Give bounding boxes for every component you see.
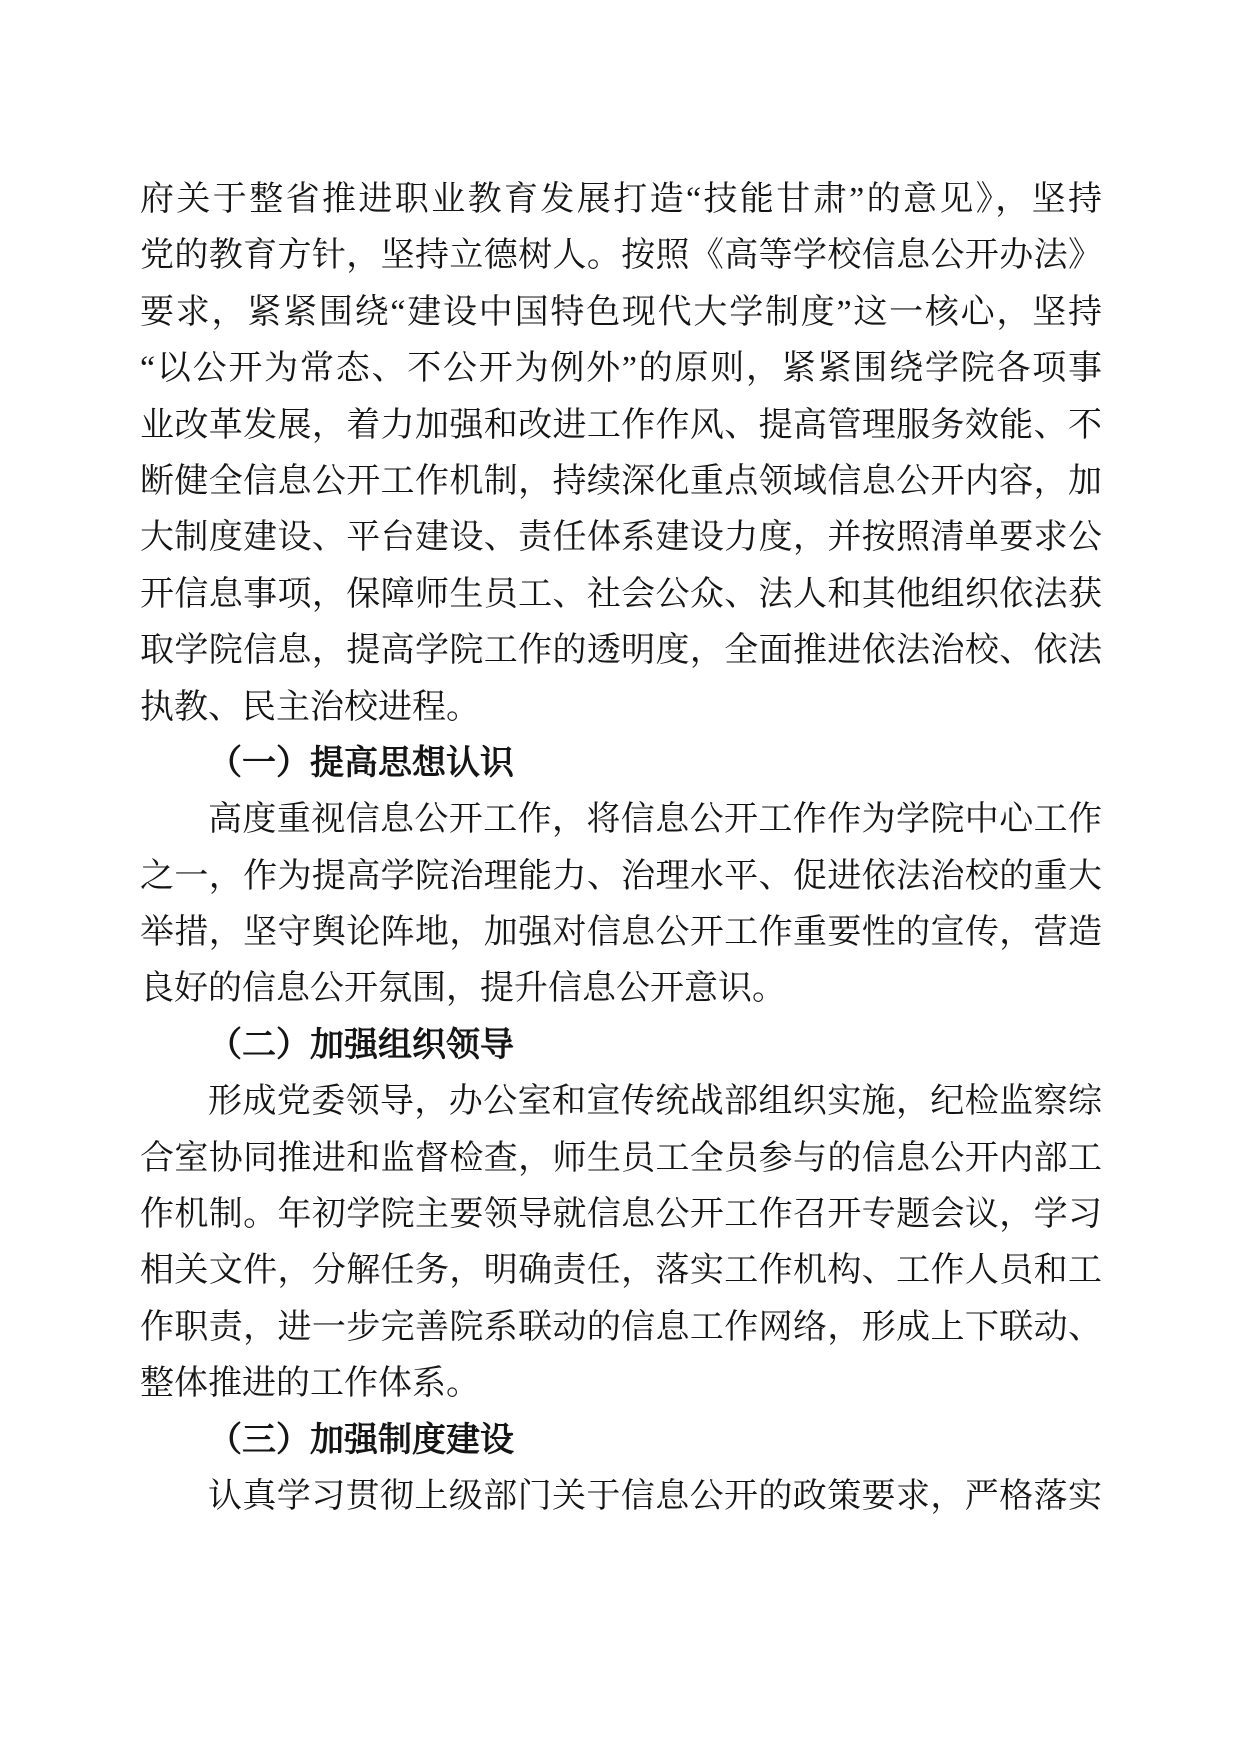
paragraph-line: 党的教育方针，坚持立德树人。按照《高等学校信息公开办法》 bbox=[140, 237, 1102, 275]
paragraph-line: 要求，紧紧围绕“建设中国特色现代大学制度”这一核心，坚持 bbox=[140, 293, 1102, 331]
paragraph-line: 高度重视信息公开工作，将信息公开工作作为学院中心工作 bbox=[208, 801, 1102, 839]
paragraph-line: 作职责，进一步完善院系联动的信息工作网络，形成上下联动、 bbox=[140, 1308, 1102, 1346]
section-heading-2: （二）加强组织领导 bbox=[208, 1026, 514, 1064]
paragraph-line: 取学院信息，提高学院工作的透明度，全面推进依法治校、依法 bbox=[140, 632, 1102, 670]
paragraph-line: 之一，作为提高学院治理能力、治理水平、促进依法治校的重大 bbox=[140, 857, 1102, 895]
page-content bbox=[140, 172, 1102, 1525]
paragraph-line: 大制度建设、平台建设、责任体系建设力度，并按照清单要求公 bbox=[140, 519, 1102, 557]
paragraph-line: 形成党委领导，办公室和宣传统战部组织实施，纪检监察综 bbox=[208, 1083, 1102, 1121]
paragraph-line: 业改革发展，着力加强和改进工作作风、提高管理服务效能、不 bbox=[140, 406, 1102, 444]
paragraph-line: 断健全信息公开工作机制，持续深化重点领域信息公开内容，加 bbox=[140, 462, 1102, 500]
section-heading-3: （三）加强制度建设 bbox=[208, 1421, 514, 1459]
paragraph-line: 整体推进的工作体系。 bbox=[140, 1365, 480, 1403]
paragraph-line: 开信息事项，保障师生员工、社会公众、法人和其他组织依法获 bbox=[140, 575, 1102, 613]
paragraph-line: 府关于整省推进职业教育发展打造“技能甘肃”的意见》，坚持 bbox=[140, 181, 1102, 218]
paragraph-line: 作机制。年初学院主要领导就信息公开工作召开专题会议，学习 bbox=[140, 1196, 1102, 1234]
paragraph-line: “以公开为常态、不公开为例外”的原则，紧紧围绕学院各项事 bbox=[140, 350, 1102, 388]
paragraph-line: 执教、民主治校进程。 bbox=[140, 688, 480, 726]
paragraph-line: 良好的信息公开氛围，提升信息公开意识。 bbox=[140, 970, 786, 1008]
paragraph-line: 相关文件，分解任务，明确责任，落实工作机构、工作人员和工 bbox=[140, 1252, 1102, 1290]
section-heading-1: （一）提高思想认识 bbox=[208, 744, 514, 782]
paragraph-line: 举措，坚守舆论阵地，加强对信息公开工作重要性的宣传，营造 bbox=[140, 914, 1102, 952]
paragraph-line: 合室协同推进和监督检查，师生员工全员参与的信息公开内部工 bbox=[140, 1139, 1102, 1177]
paragraph-line: 认真学习贯彻上级部门关于信息公开的政策要求，严格落实 bbox=[208, 1477, 1102, 1515]
